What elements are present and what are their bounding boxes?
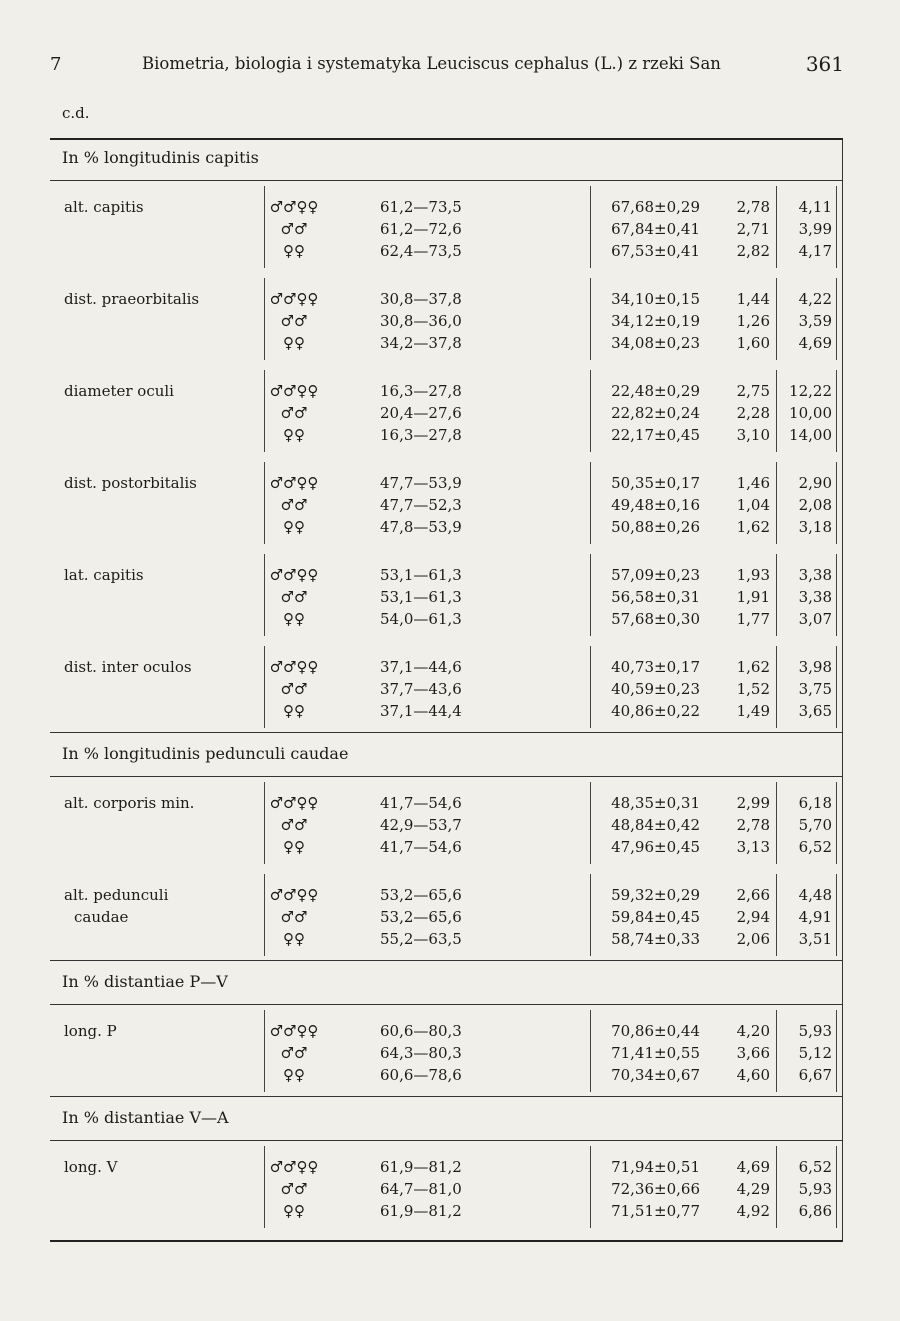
sd-cell: 2,71 bbox=[736, 220, 770, 238]
section-title: In % longitudinis capitis bbox=[62, 148, 259, 167]
range-cell: 54,0—61,3 bbox=[380, 610, 462, 628]
cv-cell: 14,00 bbox=[789, 426, 832, 444]
range-cell: 47,8—53,9 bbox=[380, 518, 462, 536]
table-row bbox=[50, 608, 842, 630]
cv-cell: 6,86 bbox=[798, 1202, 832, 1220]
cv-cell: 6,52 bbox=[798, 838, 832, 856]
sex-cell: ♀♀ bbox=[283, 1202, 305, 1220]
parameter-label-line: long. P bbox=[64, 1022, 117, 1040]
range-cell: 20,4—27,6 bbox=[380, 404, 462, 422]
sex-cell: ♂♂♀♀ bbox=[269, 198, 319, 216]
range-cell: 42,9—53,7 bbox=[380, 816, 462, 834]
parameter-label-line: lat. capitis bbox=[64, 566, 144, 584]
sex-cell: ♂♂♀♀ bbox=[269, 1022, 319, 1040]
section-rule bbox=[50, 776, 842, 777]
table-row bbox=[50, 516, 842, 538]
sd-cell: 1,60 bbox=[736, 334, 770, 352]
cv-cell: 5,93 bbox=[798, 1022, 832, 1040]
sex-cell: ♀♀ bbox=[283, 426, 305, 444]
mean-cell: 57,09±0,23 bbox=[611, 566, 700, 584]
sex-cell: ♂♂ bbox=[280, 404, 308, 422]
section-title: In % distantiae P—V bbox=[62, 972, 228, 991]
section-rule bbox=[50, 1004, 842, 1005]
cv-cell: 4,17 bbox=[798, 242, 832, 260]
table-row bbox=[50, 564, 842, 586]
parameter-group bbox=[50, 564, 842, 634]
section-divider bbox=[50, 960, 842, 961]
sex-cell: ♂♂ bbox=[280, 816, 308, 834]
table-row bbox=[50, 928, 842, 950]
section-rule bbox=[50, 180, 842, 181]
mean-cell: 40,86±0,22 bbox=[611, 702, 700, 720]
parameter-group bbox=[50, 1156, 842, 1226]
table-row bbox=[50, 288, 842, 310]
sex-cell: ♀♀ bbox=[283, 610, 305, 628]
sex-cell: ♀♀ bbox=[283, 702, 305, 720]
mean-cell: 34,10±0,15 bbox=[611, 290, 700, 308]
cv-cell: 4,22 bbox=[798, 290, 832, 308]
range-cell: 53,2—65,6 bbox=[380, 886, 462, 904]
sd-cell: 4,29 bbox=[736, 1180, 770, 1198]
range-cell: 64,7—81,0 bbox=[380, 1180, 462, 1198]
mean-cell: 67,53±0,41 bbox=[611, 242, 700, 260]
mean-cell: 70,86±0,44 bbox=[611, 1022, 700, 1040]
cv-cell: 3,98 bbox=[798, 658, 832, 676]
sd-cell: 2,78 bbox=[736, 198, 770, 216]
range-cell: 60,6—80,3 bbox=[380, 1022, 462, 1040]
mean-cell: 22,17±0,45 bbox=[611, 426, 700, 444]
sd-cell: 4,92 bbox=[736, 1202, 770, 1220]
mean-cell: 40,73±0,17 bbox=[611, 658, 700, 676]
section-title: In % longitudinis pedunculi caudae bbox=[62, 744, 349, 763]
sd-cell: 1,49 bbox=[736, 702, 770, 720]
sd-cell: 3,66 bbox=[736, 1044, 770, 1062]
sex-cell: ♂♂♀♀ bbox=[269, 290, 319, 308]
sex-cell: ♂♂♀♀ bbox=[269, 794, 319, 812]
sd-cell: 2,06 bbox=[736, 930, 770, 948]
parameter-group bbox=[50, 884, 842, 954]
mean-cell: 71,41±0,55 bbox=[611, 1044, 700, 1062]
running-title: Biometria, biologia i systematyka Leuciscus cephalus (L.) z rzeki San bbox=[142, 54, 721, 73]
parameter-label-line: diameter oculi bbox=[64, 382, 174, 400]
sd-cell: 1,46 bbox=[736, 474, 770, 492]
table-row bbox=[50, 906, 842, 928]
mean-cell: 47,96±0,45 bbox=[611, 838, 700, 856]
range-cell: 37,1—44,4 bbox=[380, 702, 462, 720]
range-cell: 16,3—27,8 bbox=[380, 382, 462, 400]
range-cell: 16,3—27,8 bbox=[380, 426, 462, 444]
sex-cell: ♂♂♀♀ bbox=[269, 566, 319, 584]
cv-cell: 5,12 bbox=[798, 1044, 832, 1062]
mean-cell: 22,82±0,24 bbox=[611, 404, 700, 422]
measurements-table bbox=[50, 138, 843, 1242]
parameter-label-line: alt. capitis bbox=[64, 198, 144, 216]
range-cell: 53,1—61,3 bbox=[380, 566, 462, 584]
parameter-label-line: caudae bbox=[74, 908, 129, 926]
sex-cell: ♂♂ bbox=[280, 1044, 308, 1062]
cv-cell: 3,07 bbox=[798, 610, 832, 628]
range-cell: 37,1—44,6 bbox=[380, 658, 462, 676]
range-cell: 61,2—73,5 bbox=[380, 198, 462, 216]
sd-cell: 2,28 bbox=[736, 404, 770, 422]
cv-cell: 3,51 bbox=[798, 930, 832, 948]
sd-cell: 1,91 bbox=[736, 588, 770, 606]
cv-cell: 4,91 bbox=[798, 908, 832, 926]
sd-cell: 1,77 bbox=[736, 610, 770, 628]
sd-cell: 4,20 bbox=[736, 1022, 770, 1040]
sd-cell: 2,82 bbox=[736, 242, 770, 260]
sex-cell: ♀♀ bbox=[283, 1066, 305, 1084]
mean-cell: 56,58±0,31 bbox=[611, 588, 700, 606]
table-row bbox=[50, 656, 842, 678]
range-cell: 41,7—54,6 bbox=[380, 838, 462, 856]
sex-cell: ♂♂ bbox=[280, 220, 308, 238]
sex-cell: ♂♂♀♀ bbox=[269, 474, 319, 492]
parameter-label-line: alt. pedunculi bbox=[64, 886, 169, 904]
cv-cell: 3,59 bbox=[798, 312, 832, 330]
parameter-label-line: dist. postorbitalis bbox=[64, 474, 197, 492]
cv-cell: 2,08 bbox=[798, 496, 832, 514]
table-row bbox=[50, 218, 842, 240]
section-divider bbox=[50, 732, 842, 733]
range-cell: 30,8—37,8 bbox=[380, 290, 462, 308]
mean-cell: 57,68±0,30 bbox=[611, 610, 700, 628]
sd-cell: 1,52 bbox=[736, 680, 770, 698]
cv-cell: 6,52 bbox=[798, 1158, 832, 1176]
range-cell: 34,2—37,8 bbox=[380, 334, 462, 352]
parameter-label-line: dist. inter oculos bbox=[64, 658, 192, 676]
sd-cell: 2,99 bbox=[736, 794, 770, 812]
mean-cell: 71,94±0,51 bbox=[611, 1158, 700, 1176]
cv-cell: 3,38 bbox=[798, 588, 832, 606]
range-cell: 47,7—52,3 bbox=[380, 496, 462, 514]
parameter-label-line: long. V bbox=[64, 1158, 118, 1176]
sd-cell: 1,04 bbox=[736, 496, 770, 514]
table-row bbox=[50, 494, 842, 516]
table-row bbox=[50, 380, 842, 402]
mean-cell: 50,88±0,26 bbox=[611, 518, 700, 536]
table-row bbox=[50, 332, 842, 354]
sd-cell: 4,60 bbox=[736, 1066, 770, 1084]
parameter-group bbox=[50, 656, 842, 726]
sd-cell: 1,26 bbox=[736, 312, 770, 330]
sd-cell: 1,62 bbox=[736, 518, 770, 536]
parameter-group bbox=[50, 472, 842, 542]
sex-cell: ♂♂♀♀ bbox=[269, 382, 319, 400]
table-row bbox=[50, 586, 842, 608]
sex-cell: ♂♂ bbox=[280, 1180, 308, 1198]
sex-cell: ♂♂ bbox=[280, 908, 308, 926]
table-row bbox=[50, 836, 842, 858]
table-row bbox=[50, 884, 842, 906]
mean-cell: 48,35±0,31 bbox=[611, 794, 700, 812]
range-cell: 53,2—65,6 bbox=[380, 908, 462, 926]
sd-cell: 2,78 bbox=[736, 816, 770, 834]
sd-cell: 1,62 bbox=[736, 658, 770, 676]
cv-cell: 6,18 bbox=[798, 794, 832, 812]
table-row bbox=[50, 792, 842, 814]
range-cell: 62,4—73,5 bbox=[380, 242, 462, 260]
sd-cell: 1,93 bbox=[736, 566, 770, 584]
sd-cell: 2,75 bbox=[736, 382, 770, 400]
range-cell: 60,6—78,6 bbox=[380, 1066, 462, 1084]
section-divider bbox=[50, 1096, 842, 1097]
table-row bbox=[50, 1200, 842, 1222]
range-cell: 41,7—54,6 bbox=[380, 794, 462, 812]
table-row bbox=[50, 1178, 842, 1200]
sd-cell: 3,13 bbox=[736, 838, 770, 856]
mean-cell: 72,36±0,66 bbox=[611, 1180, 700, 1198]
cv-cell: 10,00 bbox=[789, 404, 832, 422]
continued-label: c.d. bbox=[62, 104, 90, 122]
range-cell: 37,7—43,6 bbox=[380, 680, 462, 698]
range-cell: 61,9—81,2 bbox=[380, 1158, 462, 1176]
table-row bbox=[50, 402, 842, 424]
cv-cell: 3,75 bbox=[798, 680, 832, 698]
section-title: In % distantiae V—A bbox=[62, 1108, 229, 1127]
mean-cell: 50,35±0,17 bbox=[611, 474, 700, 492]
sex-cell: ♀♀ bbox=[283, 838, 305, 856]
section-rule bbox=[50, 1140, 842, 1141]
cv-cell: 3,18 bbox=[798, 518, 832, 536]
cv-cell: 3,99 bbox=[798, 220, 832, 238]
table-row bbox=[50, 472, 842, 494]
cv-cell: 5,93 bbox=[798, 1180, 832, 1198]
page-number-right: 361 bbox=[805, 52, 844, 76]
cv-cell: 6,67 bbox=[798, 1066, 832, 1084]
cv-cell: 3,65 bbox=[798, 702, 832, 720]
table-row bbox=[50, 196, 842, 218]
mean-cell: 67,84±0,41 bbox=[611, 220, 700, 238]
range-cell: 53,1—61,3 bbox=[380, 588, 462, 606]
mean-cell: 67,68±0,29 bbox=[611, 198, 700, 216]
sex-cell: ♀♀ bbox=[283, 930, 305, 948]
sex-cell: ♀♀ bbox=[283, 518, 305, 536]
cv-cell: 4,69 bbox=[798, 334, 832, 352]
sd-cell: 2,94 bbox=[736, 908, 770, 926]
mean-cell: 40,59±0,23 bbox=[611, 680, 700, 698]
page-header bbox=[50, 50, 850, 80]
sex-cell: ♀♀ bbox=[283, 242, 305, 260]
parameter-group bbox=[50, 380, 842, 450]
parameter-group bbox=[50, 288, 842, 358]
table-row bbox=[50, 310, 842, 332]
sex-cell: ♂♂ bbox=[280, 496, 308, 514]
sex-cell: ♂♂♀♀ bbox=[269, 1158, 319, 1176]
range-cell: 47,7—53,9 bbox=[380, 474, 462, 492]
range-cell: 55,2—63,5 bbox=[380, 930, 462, 948]
range-cell: 30,8—36,0 bbox=[380, 312, 462, 330]
range-cell: 61,9—81,2 bbox=[380, 1202, 462, 1220]
table-row bbox=[50, 1156, 842, 1178]
sex-cell: ♀♀ bbox=[283, 334, 305, 352]
mean-cell: 70,34±0,67 bbox=[611, 1066, 700, 1084]
mean-cell: 48,84±0,42 bbox=[611, 816, 700, 834]
table-row bbox=[50, 1064, 842, 1086]
sd-cell: 4,69 bbox=[736, 1158, 770, 1176]
mean-cell: 58,74±0,33 bbox=[611, 930, 700, 948]
mean-cell: 49,48±0,16 bbox=[611, 496, 700, 514]
mean-cell: 22,48±0,29 bbox=[611, 382, 700, 400]
page-number-left: 7 bbox=[50, 54, 62, 75]
mean-cell: 59,84±0,45 bbox=[611, 908, 700, 926]
table-row bbox=[50, 678, 842, 700]
sex-cell: ♂♂♀♀ bbox=[269, 886, 319, 904]
table-row bbox=[50, 814, 842, 836]
mean-cell: 34,08±0,23 bbox=[611, 334, 700, 352]
sex-cell: ♂♂ bbox=[280, 312, 308, 330]
table-row bbox=[50, 700, 842, 722]
sex-cell: ♂♂♀♀ bbox=[269, 658, 319, 676]
mean-cell: 71,51±0,77 bbox=[611, 1202, 700, 1220]
sd-cell: 2,66 bbox=[736, 886, 770, 904]
range-cell: 61,2—72,6 bbox=[380, 220, 462, 238]
parameter-label-line: dist. praeorbitalis bbox=[64, 290, 200, 308]
cv-cell: 5,70 bbox=[798, 816, 832, 834]
parameter-group bbox=[50, 792, 842, 862]
table-row bbox=[50, 424, 842, 446]
cv-cell: 2,90 bbox=[798, 474, 832, 492]
parameter-group bbox=[50, 196, 842, 266]
sex-cell: ♂♂ bbox=[280, 680, 308, 698]
sd-cell: 3,10 bbox=[736, 426, 770, 444]
table-row bbox=[50, 1042, 842, 1064]
parameter-label-line: alt. corporis min. bbox=[64, 794, 195, 812]
mean-cell: 59,32±0,29 bbox=[611, 886, 700, 904]
cv-cell: 3,38 bbox=[798, 566, 832, 584]
parameter-group bbox=[50, 1020, 842, 1090]
table-row bbox=[50, 240, 842, 262]
sd-cell: 1,44 bbox=[736, 290, 770, 308]
cv-cell: 4,48 bbox=[798, 886, 832, 904]
mean-cell: 34,12±0,19 bbox=[611, 312, 700, 330]
sex-cell: ♂♂ bbox=[280, 588, 308, 606]
cv-cell: 4,11 bbox=[798, 198, 832, 216]
range-cell: 64,3—80,3 bbox=[380, 1044, 462, 1062]
table-row bbox=[50, 1020, 842, 1042]
cv-cell: 12,22 bbox=[789, 382, 832, 400]
